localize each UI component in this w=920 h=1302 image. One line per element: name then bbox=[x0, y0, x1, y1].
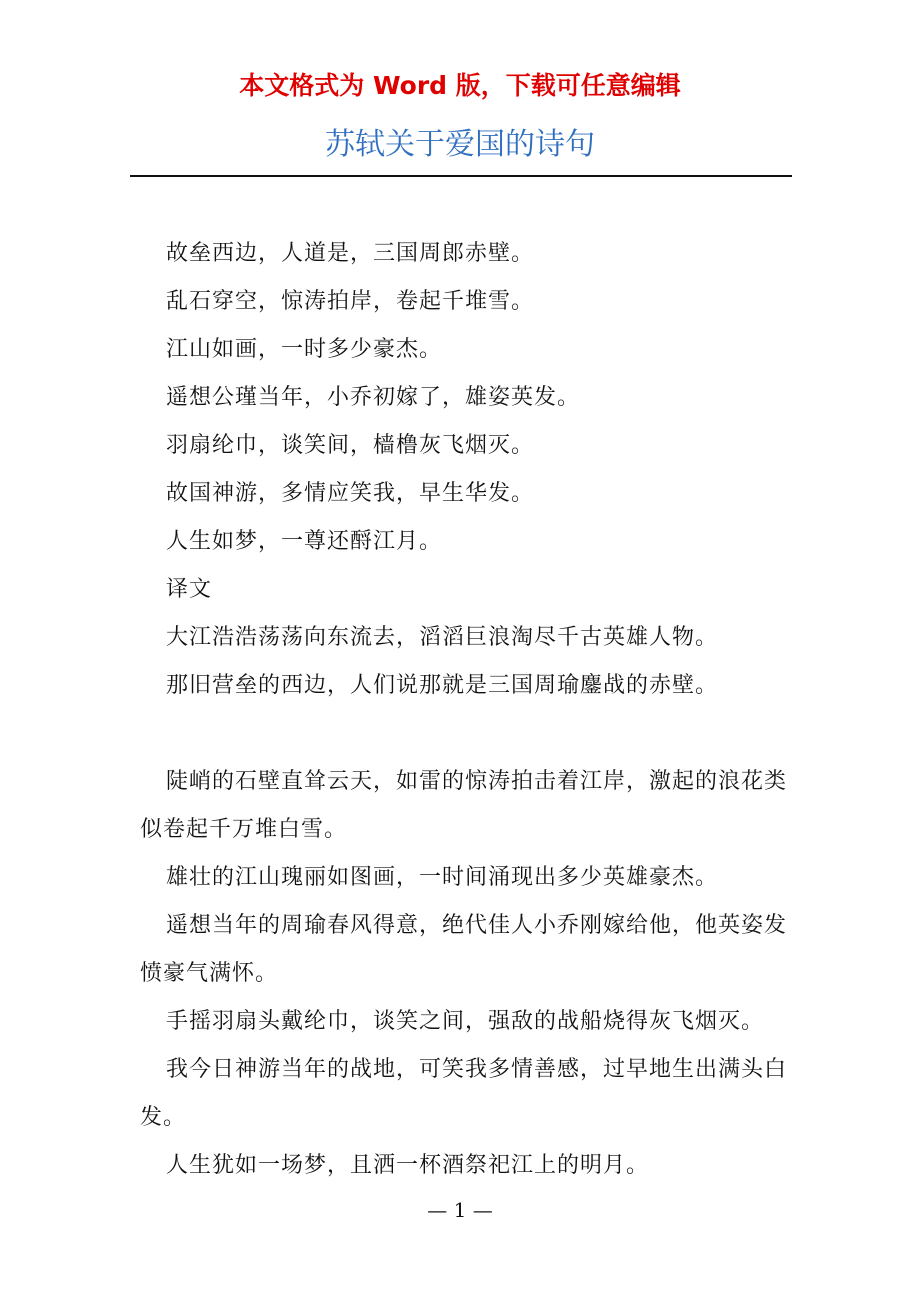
paragraph: 江山如画，一时多少豪杰。 bbox=[166, 337, 443, 362]
paragraph: 我今日神游当年的战地，可笑我多情善感，过早地生出满头白发。 bbox=[140, 1057, 788, 1130]
paragraph: 故垒西边，人道是，三国周郎赤壁。 bbox=[166, 241, 535, 266]
section-heading-translation: 译文 bbox=[166, 577, 213, 602]
paragraph: 遥想公瑾当年，小乔初嫁了，雄姿英发。 bbox=[166, 385, 581, 410]
paragraph: 大江浩浩荡荡向东流去，滔滔巨浪淘尽千古英雄人物。 bbox=[166, 625, 719, 650]
paragraph: 遥想当年的周瑜春风得意，绝代佳人小乔刚嫁给他，他英姿发愤豪气满怀。 bbox=[140, 913, 788, 986]
paragraph: 雄壮的江山瑰丽如图画，一时间涌现出多少英雄豪杰。 bbox=[166, 865, 719, 890]
paragraph: 故国神游，多情应笑我，早生华发。 bbox=[166, 481, 535, 506]
title-divider bbox=[130, 175, 792, 177]
paragraph: 乱石穿空，惊涛拍岸，卷起千堆雪。 bbox=[166, 289, 535, 314]
page-number: — 1 — bbox=[427, 1198, 493, 1222]
paragraph: 陡峭的石壁直耸云天，如雷的惊涛拍击着江岸，激起的浪花类似卷起千万堆白雪。 bbox=[140, 769, 788, 842]
document-body bbox=[140, 230, 790, 1190]
paragraph: 人生犹如一场梦，且洒一杯酒祭祀江上的明月。 bbox=[166, 1153, 650, 1178]
paragraph: 羽扇纶巾，谈笑间，樯橹灰飞烟灭。 bbox=[166, 433, 535, 458]
format-notice-banner: 本文格式为 Word 版，下载可任意编辑 bbox=[239, 71, 681, 100]
paragraph: 那旧营垒的西边，人们说那就是三国周瑜鏖战的赤壁。 bbox=[166, 673, 719, 698]
paragraph: 人生如梦，一尊还酹江月。 bbox=[166, 529, 443, 554]
blank-line bbox=[140, 710, 790, 758]
document-title: 苏轼关于爱国的诗句 bbox=[325, 127, 595, 162]
paragraph: 手摇羽扇头戴纶巾，谈笑之间，强敌的战船烧得灰飞烟灭。 bbox=[166, 1009, 765, 1034]
